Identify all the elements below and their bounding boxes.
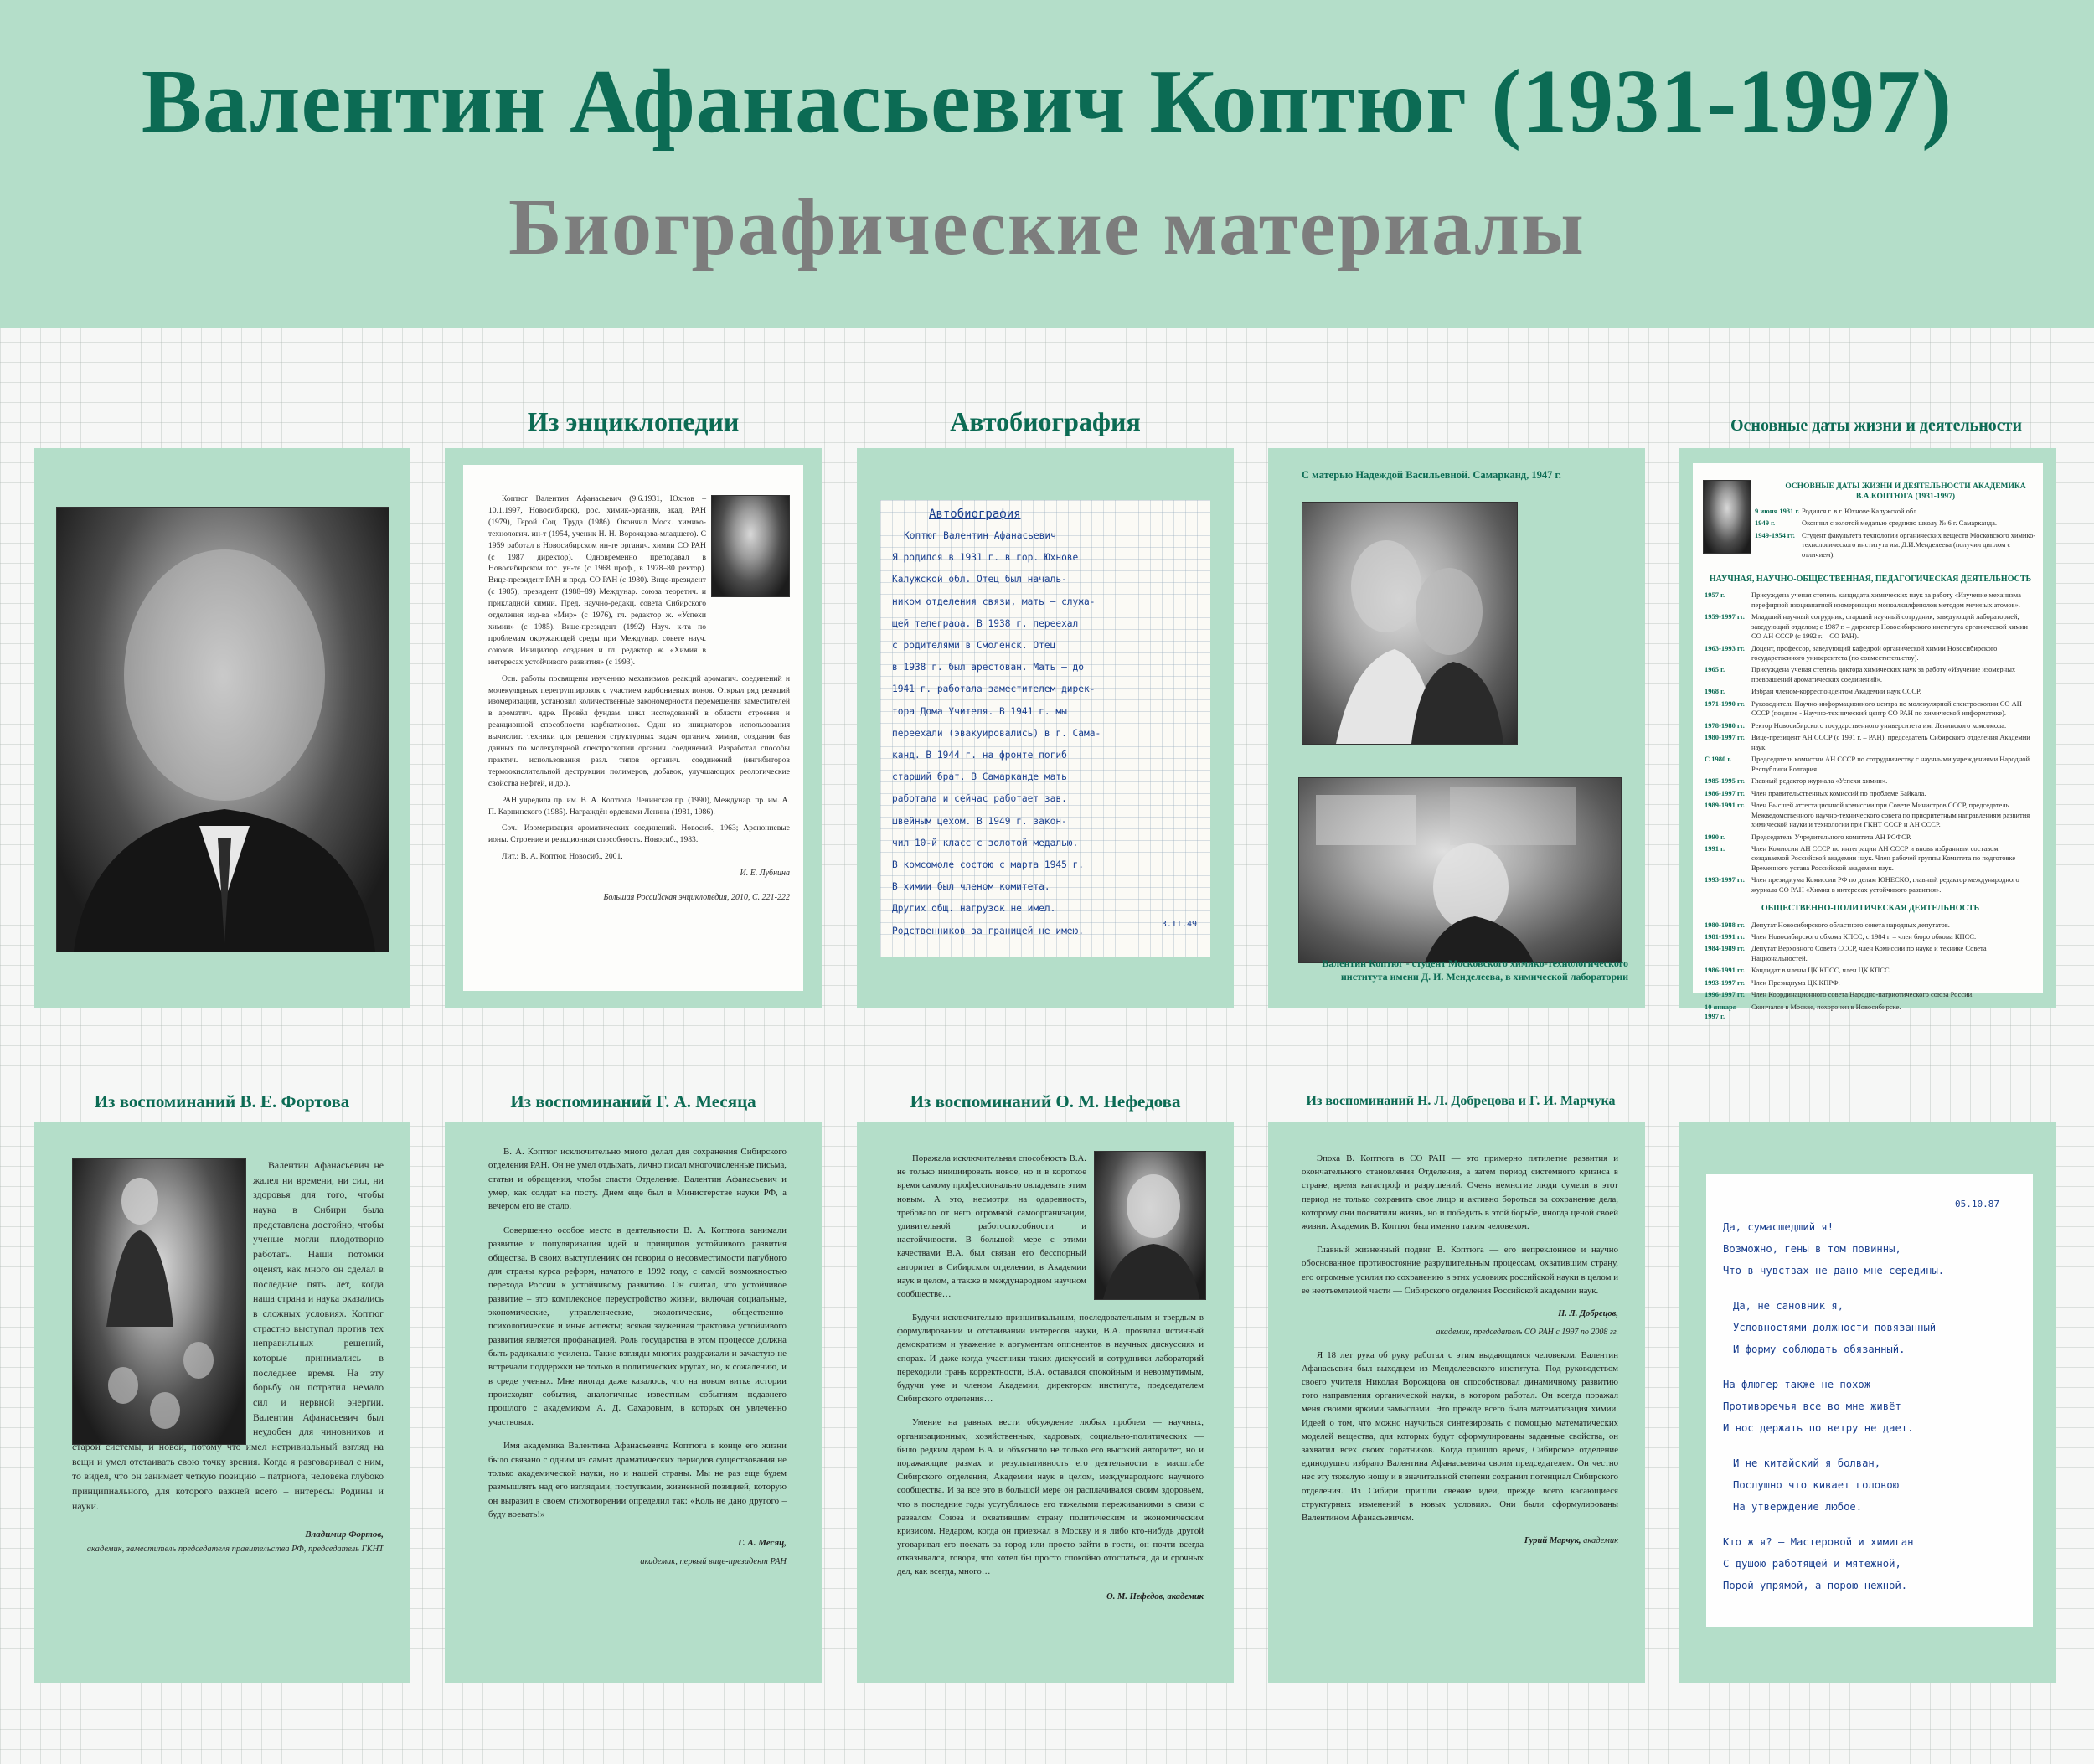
timeline-year: 1949 г. — [1755, 518, 1776, 528]
timeline-year: 1980-1997 гг. — [1705, 733, 1745, 742]
encyclopedia-source: Большая Российская энциклопедия, 2010, С. 221-222 — [603, 892, 790, 902]
poem-line: Что в чувствах не дано мне середины. — [1723, 1265, 1945, 1277]
panel-portrait — [34, 448, 410, 1008]
autobiography-manuscript — [880, 500, 1210, 957]
timeline-year: 1959-1997 гг. — [1705, 612, 1745, 622]
marchuk-author: Гурий Марчук, — [1524, 1536, 1581, 1546]
timeline-text: Присуждена ученая степень доктора химических наук за работу «Изучение изомерных превращений ароматических соединений». — [1751, 665, 2016, 683]
mesyats-author: Г. А. Месяц, — [738, 1538, 787, 1549]
poem-line: С душою работящей и мятежной, — [1723, 1558, 1901, 1570]
poem-line: Условностями должности повязанный — [1733, 1322, 1937, 1333]
panel-photos — [1268, 448, 1645, 1008]
timeline-year: 1978-1980 гг. — [1705, 720, 1745, 730]
timeline-text: Студент факультета технологии органических веществ Московского химико-технологического института им. Д.И.Менделеева (получил диплом с отличием). — [1802, 530, 2036, 559]
autobiography-line: Я родился в 1931 г. в гор. Юхнове — [892, 552, 1079, 564]
autobiography-line: ником отделения связи, мать – служа- — [892, 596, 1096, 607]
photo-caption-bottom: Валентин Коптюг - студент Московского химико-технологического института имени Д. И. Менделеева, в химической лаборатории — [1322, 957, 1628, 983]
timeline-row — [1705, 801, 2036, 829]
autobiography-line: 1941 г. работала заместителем дирек- — [892, 683, 1096, 695]
timeline-year: 1986-1997 гг. — [1705, 788, 1745, 797]
dates-politics-heading: ОБЩЕСТВЕННО-ПОЛИТИЧЕСКАЯ ДЕЯТЕЛЬНОСТЬ — [1761, 904, 1980, 914]
poem-lines — [1723, 1216, 2024, 1596]
timeline-year: 1986-1991 гг. — [1705, 966, 1745, 975]
poem-line: И форму соблюдать обязанный. — [1733, 1344, 1906, 1355]
timeline-text: Член президиума Комиссии РФ по делам ЮНЕСКО, главный редактор международного журнала СО РАН «Химия в интересах устойчивого развития». — [1751, 875, 2019, 894]
timeline-row — [1705, 990, 2036, 999]
panel-nefedov — [857, 1122, 1234, 1683]
encyclopedia-page — [463, 465, 803, 991]
page-subtitle: Биографические материалы — [508, 182, 1586, 271]
timeline-row — [1705, 644, 2036, 663]
poem-line: На утверждение любое. — [1733, 1501, 1863, 1513]
timeline-year: 1971-1990 гг. — [1705, 699, 1745, 708]
nefedov-p3: Умение на равных вести обсуждение любых проблем — научных, организационных, хозяйственных, кадровых, социально-политических — было редким даром В.А. и объясняло не только его высокий авторитет, но и поражающие размах и результативность его деятельности в масштабе Сибирского отделения, Академии наук в целом, международного научного сообщества. И за все это в большой мере он расплачивался своим здоровьем, что в последние годы усугублялось его тяжелыми переживаниями в связи с развалом Союза и охватившим страну политическим и экономическим кризисом. Недаром, когда он приезжал в Москву и я либо кто-нибудь другой уговаривал его поехать за город или просто зайти в гости, он почти всегда отказывался, говоря, что хотел бы просто спокойно отоспаться, да и срочных дел, как всегда, много… — [897, 1417, 1204, 1577]
autobiography-line: в 1938 г. был арестован. Мать – до — [892, 662, 1085, 673]
dobretsov-p3: Я 18 лет рука об руку работал с этим выдающимся человеком. Валентин Афанасьевич был выходцем из Менделеевского института. Под руководством своего учителя Николая Ворожцова он способствовал динамичному развитию того направления органической науки, в котором работал. Он всегда поражал меня своими яркими замыслами. Это прежде всего была математизация химии. Идеей о том, что можно научиться синтезировать с помощью математических моделей вещества, для которых будут сформулированы заданные свойства, он захватил всех своих соратников. Когда пришло время, Сибирское отделение единодушно избрало Валентина Афанасьевича своим председателем. Он честно нес эту тяжелую ношу и в значительной степени сохранил потенциал Сибирского отделения. Из Сибири пришли свежие идеи, прежде всего касающиеся структурных изменений в новых условиях. Они были сформулированы Валентином Афанасьевичем. — [1302, 1349, 1618, 1523]
encyclopedia-p3: РАН учредила пр. им. В. А. Коптюга. Ленинская пр. (1990), Междунар. пр. им. А. П. Карпинского (1985). Награждён орденами Ленина (1981, 1986). — [488, 795, 790, 817]
timeline-text: Член Новосибирского обкома КПСС, с 1984 г. – член бюро обкома КПСС. — [1751, 931, 1977, 941]
section-title-encyclopedia: Из энциклопедии — [527, 406, 740, 436]
timeline-year: 1968 г. — [1705, 687, 1725, 696]
timeline-row — [1705, 978, 2036, 988]
timeline-text: Избран членом-корреспондентом Академии наук СССР. — [1751, 687, 1921, 696]
timeline-row — [1755, 531, 2036, 560]
autobiography-heading: Автобиография — [929, 508, 1021, 521]
timeline-year: 9 июня 1931 г. — [1755, 507, 1800, 515]
timeline-row — [1705, 833, 2036, 842]
timeline-row — [1705, 944, 2036, 963]
dates-heading: ОСНОВНЫЕ ДАТЫ ЖИЗНИ И ДЕЯТЕЛЬНОСТИ АКАДЕМИКА В.А.КОПТЮГА (1931-1997) — [1785, 482, 2026, 502]
photo-caption-top: С матерью Надеждой Васильевной. Самарканд, 1947 г. — [1302, 469, 1561, 481]
timeline-text: Родился г. в г. Юхнове Калужской обл. — [1802, 507, 1919, 515]
timeline-text: Вице-президент АН СССР (с 1991 г. – РАН), председатель Сибирского отделения Академии наук. — [1751, 733, 2030, 751]
autobiography-line: щей телеграфа. В 1938 г. переехал — [892, 617, 1079, 629]
timeline-row — [1705, 776, 2036, 786]
header-banner — [0, 0, 2094, 328]
poem-line: И нос держать по ветру не дает. — [1723, 1422, 1914, 1434]
photo-laboratory — [1298, 777, 1622, 963]
panel-autobiography — [857, 448, 1234, 1008]
dates-science-list — [1705, 591, 2036, 895]
autobiography-line: В химии был членом комитета. — [892, 881, 1050, 893]
portrait-silhouette — [57, 508, 389, 952]
nefedov-author: О. М. Нефедов, академик — [1106, 1591, 1204, 1602]
section-title-dobretsov: Из воспоминаний Н. Л. Добрецова и Г. И. Марчука — [1306, 1094, 1616, 1108]
autobiography-lines — [892, 525, 1204, 942]
nefedov-p1: Поражала исключительная способность В.А. не только инициировать новое, но и в короткое время самому профессионально овладевать этим новым. А это, несмотря на одаренность, требовало от него огромной самоорганизации, удивительной работоспособности и настойчивости. В большой мере с этими качествами В.А. был связан его бесспорный авторитет в Сибирском отделении, в Академии наук в целом, а также в международном научном сообществе… — [897, 1153, 1086, 1299]
timeline-text: Член Комиссии АН СССР по интеграции АН СССР и вновь избранным составом создаваемой Российской академии наук. Член рабочей группы Комитета по подготовке Временного устава Российской академии наук. — [1751, 843, 2016, 872]
timeline-row — [1705, 966, 2036, 975]
poem-line: Да, не сановник я, — [1733, 1300, 1844, 1312]
timeline-year: 1980-1988 гг. — [1705, 920, 1745, 929]
dates-science-heading: НАУЧНАЯ, НАУЧНО-ОБЩЕСТВЕННАЯ, ПЕДАГОГИЧЕСКАЯ ДЕЯТЕЛЬНОСТЬ — [1709, 575, 2032, 584]
timeline-text: Член Высшей аттестационной комиссии при Совете Министров СССР, председатель Межведомственного научно-технического совета по приоритетным направлениям развития химической науки и технологии при ГКНТ СССР и АН СССР. — [1751, 801, 2030, 829]
photo-laboratory-scene — [1299, 778, 1621, 962]
timeline-year: 1993-1997 гг. — [1705, 977, 1745, 987]
timeline-text: Член правительственных комиссий по проблеме Байкала. — [1751, 788, 1926, 797]
timeline-row — [1755, 507, 2036, 516]
timeline-row — [1705, 1003, 2036, 1022]
encyclopedia-author: И. Е. Лубнина — [740, 869, 790, 879]
autobiography-line: В комсомоле состою с марта 1945 г. — [892, 859, 1085, 871]
timeline-year: 1957 г. — [1705, 591, 1725, 600]
poem-line: На флюгер также не похож – — [1723, 1379, 1883, 1390]
autobiography-line: с родителями в Смоленск. Отец — [892, 640, 1056, 652]
dobretsov-role: академик, председатель СО РАН с 1997 по 2008 гг. — [1436, 1327, 1618, 1337]
dobretsov-p2: Главный жизненный подвиг В. Коптюга — его непреклонное и научно обоснованное противостояние разрушительным процессам, охватившим страну, его огромные усилия по сохранению в этих условиях российской науки в целом и ее неотъемлемой части — Сибирского отделения Российской академии наук. — [1302, 1245, 1618, 1296]
timeline-year: 1984-1989 гг. — [1705, 944, 1745, 953]
autobiography-line: Калужской обл. Отец был началь- — [892, 574, 1067, 585]
timeline-text: Депутат Верховного Совета СССР, член Комиссии по науке и технике Совета Национальностей. — [1751, 944, 1987, 962]
marchuk-role: академик — [1583, 1536, 1618, 1546]
dobretsov-author: Н. Л. Добрецов, — [1558, 1308, 1618, 1318]
timeline-text: Руководитель Научно-информационного центра по молекулярной спектроскопии СО АН СССР (позднее - Научно-технический центр СО РАН по химической информатике). — [1751, 699, 2022, 718]
section-title-dates: Основные даты жизни и деятельности — [1730, 416, 2022, 435]
panel-poem — [1679, 1122, 2056, 1683]
timeline-year: 1990 г. — [1705, 832, 1725, 841]
panel-dates — [1679, 448, 2056, 1021]
encyclopedia-p2: Осн. работы посвящены изучению механизмов реакций ароматич. соединений и молекулярных перегруппировок с участием карбониевых ионов. Открыл ряд реакций изомеризации, установил количественные закономерности перемещения заместителей в ароматич. ядре. Провёл фундам. цикл исследований в области строения и реакционной способности карбкатионов. Один из инициаторов использования вычислит. техники для решения структурных задач органич. химии, создания баз данных по молекулярной спектроскопии органич. соединений. Разработал способы практич. использования разл. типов органич. соединений (ингибиторов термоокислительной деструкции полимеров, добавок, улучшающих реологические свойства нефтей, и др.). — [488, 673, 790, 788]
timeline-row — [1705, 699, 2036, 719]
fortov-author: Владимир Фортов, — [305, 1529, 384, 1540]
section-title-autobiography: Автобиография — [950, 406, 1141, 436]
autobiography-line: работала и сейчас работает зав. — [892, 793, 1067, 805]
timeline-text: Младший научный сотрудник; старший научный сотрудник, заведующий лабораторией, заведующий отделом; с 1987 г. – директор Новосибирского института органической химии СО АН СССР (с 1992 г. – СО РАН). — [1751, 612, 2028, 641]
timeline-text: Окончил с золотой медалью среднюю школу № 6 г. Самарканда. — [1802, 518, 1997, 528]
timeline-row — [1705, 733, 2036, 752]
section-title-nefedov: Из воспоминаний О. М. Нефедова — [910, 1091, 1181, 1112]
poem-line: Противоречья все во мне живёт — [1723, 1400, 1901, 1412]
timeline-year: 1963-1993 гг. — [1705, 643, 1745, 652]
page-title: Валентин Афанасьевич Коптюг (1931-1997) — [141, 52, 1953, 152]
timeline-year: С 1980 г. — [1705, 755, 1732, 764]
panel-dobretsov — [1268, 1122, 1645, 1683]
timeline-row — [1705, 921, 2036, 930]
poem-line: И не китайский я болван, — [1733, 1457, 1881, 1469]
timeline-year: 1989-1991 гг. — [1705, 801, 1745, 810]
autobiography-line: канд. В 1944 г. на фронте погиб — [892, 750, 1067, 761]
dates-politics-list — [1705, 921, 2036, 1022]
timeline-text: Депутат Новосибирского областного совета народных депутатов. — [1751, 920, 1950, 929]
timeline-year: 1996-1997 гг. — [1705, 990, 1745, 999]
autobiography-line: Коптюг Валентин Афанасьевич — [904, 530, 1056, 541]
timeline-row — [1705, 687, 2036, 696]
dates-page — [1693, 463, 2043, 1021]
section-title-mesyats: Из воспоминаний Г. А. Месяца — [510, 1091, 756, 1112]
timeline-row — [1705, 721, 2036, 730]
timeline-text: Главный редактор журнала «Успехи химии». — [1751, 776, 1888, 786]
timeline-row — [1705, 591, 2036, 610]
timeline-year: 10 января 1997 г. — [1705, 1002, 1737, 1021]
dates-early-list — [1755, 507, 2036, 562]
mesyats-role: академик, первый вице-президент РАН — [640, 1556, 787, 1566]
timeline-text: Ректор Новосибирского государственного университета им. Ленинского комсомола. — [1751, 720, 2007, 730]
timeline-text: Скончался в Москве, похоронен в Новосибирске. — [1751, 1002, 1901, 1011]
timeline-year: 1985-1995 гг. — [1705, 776, 1745, 786]
photo-with-mother — [1302, 502, 1518, 745]
timeline-text: Председатель Учредительного комитета АН РСФСР. — [1751, 832, 1911, 841]
mesyats-p2: Совершенно особое место в деятельности В. А. Коптюга занимали развитие и популяризация идей и принципов устойчивого развития общества. В своих выступлениях он говорил о несовместимости пагубного для страны курса реформ, начатого в 1992 году, с самой возможностью перехода России к устойчивому развитию. Он считал, что устойчивое развитие – это комплексное переустройство жизни, включая социальные, экономические, управленческие, экологические, общественно-психологические и иные аспекты; всякая зауженная трактовка устойчивого развития является профанацией. Роль государства в этом процессе должна быть радикально усилена. Такие взгляды многих раздражали и зачастую не встречали поддержки не только в политических кругах, но, к сожалению, и в среде ученых. Мне иногда даже казалось, что на новом витке истории происходят события, аналогичные известным событиям недавнего прошлого с академиком А. Д. Сахаровым, в которых он увлеченно участвовал. — [488, 1225, 787, 1427]
timeline-text: Член Координационного совета Народно-патриотического союза России. — [1751, 990, 1974, 999]
timeline-text: Член Президиума ЦК КПРФ. — [1751, 977, 1840, 987]
fortov-page — [34, 1122, 410, 1683]
encyclopedia-p5: Лит.: В. А. Коптюг. Новосиб., 2001. — [502, 852, 623, 862]
timeline-text: Доцент, профессор, заведующий кафедрой органической химии Новосибирского государственного университета (по совместительству). — [1751, 643, 1998, 662]
timeline-row — [1705, 755, 2036, 774]
encyclopedia-p4: Соч.: Изомеризация ароматических соединений. Новосиб., 1963; Аренониевые ионы. Строение и реакционная способность. Новосиб., 1983. — [488, 823, 790, 845]
panel-mesyats — [445, 1122, 822, 1683]
timeline-row — [1705, 932, 2036, 941]
autobiography-line: Других общ. нагрузок не имел. — [892, 903, 1056, 915]
timeline-row — [1705, 875, 2036, 895]
poem-manuscript — [1706, 1174, 2033, 1627]
poem-line: Да, сумасшедший я! — [1723, 1221, 1834, 1233]
timeline-year: 1991 г. — [1705, 843, 1725, 853]
dobretsov-p1: Эпоха В. Коптюга в СО РАН — это примерно пятилетие развития и окончательного становления Отделения, а затем период системного кризиса в стране, время катастроф и разрушений. Очень немногие люди сумели в этот период не только сохранить свое лицо и активно бороться за сохранение дела, которому они посвятили жизнь, но и победить в этой борьбе, иногда ценой своей жизни. Академик В. Коптюг был именно таким человеком. — [1302, 1153, 1618, 1231]
autobiography-date: 3.II.49 — [1161, 920, 1197, 929]
timeline-row — [1705, 844, 2036, 873]
mesyats-p1: В. А. Коптюг исключительно много делал для сохранения Сибирского отделения РАН. Он не умел отдыхать, лично писал многочисленные письма, статьи и обращения, чтобы спасти Отделение. Валентин Афанасьевич и умер, как солдат на посту. Днем еще был в Министерстве науки РФ, а вечером его не стало. — [488, 1147, 787, 1212]
portrait-photo — [56, 507, 389, 952]
timeline-row — [1705, 789, 2036, 798]
timeline-year: 1981-1991 гг. — [1705, 931, 1745, 941]
timeline-row — [1705, 612, 2036, 641]
poem-date: 05.10.87 — [1955, 1199, 1999, 1210]
poem-line: Порой упрямой, а порою нежной. — [1723, 1580, 1908, 1591]
timeline-year: 1965 г. — [1705, 665, 1725, 674]
photo-with-mother-figures — [1302, 503, 1517, 744]
encyclopedia-p1: Коптюг Валентин Афанасьевич (9.6.1931, Юхнов – 10.1.1997, Новосибирск), рос. химик-органик, акад. РАН (1979), Герой Соц. Труда (1986). Окончил Моск. химико-технологич. ин-т (1954, ученик Н. Н. Ворожцова-младшего). С 1959 работал в Новосибирском ин-те органич. химии СО РАН (с 1987 директор). Одновременно преподавал в Новосибирском гос. ун-те (с 1968 проф., в 1978–80 ректор). Вице-президент РАН и пред. СО РАН (с 1980). Вице-президент (с 1985), президент (1988–89) Междунар. союза теоретич. и прикладной химии. Пред. научно-редакц. совета Сибирского отделения изд-ва «Мир» (с 1976), гл. редактор ж. «Успехи химии» (с 1985). Вице-президент (1992) Науч. к-та по проблемам окружающей среды при Междунар. совете науч. союзов. Инициатор создания и гл. редактор ж. «Химия в интересах устойчивого развития» (с 1993). — [488, 494, 706, 667]
poem-line: Кто ж я? – Мастеровой и химиган — [1723, 1536, 1914, 1548]
panel-fortov — [34, 1122, 410, 1683]
timeline-year: 1949-1954 гг. — [1755, 530, 1795, 539]
timeline-year: 1993-1997 гг. — [1705, 875, 1745, 885]
fortov-p1: Валентин Афанасьевич не жалел ни времени, ни сил, ни здоровья для того, чтобы наука в Сибири была представлена достойно, чтобы ученые могли плодотворно работать. Наши потомки оценят, как много он сделал в последние пять лет, когда наша страна и наука оказались в сложных условиях. Коптюг страстно выступал против тех неправильных решений, которые принимались в последнее время. На эту борьбу он потратил немало сил и нервной энергии. Валентин Афанасьевич был неудобен для чиновников и старой системы, и новой, потому что имел нетривиальный взгляд на вещи и умел отстаивать свою точку зрения. Когда я разговаривал с ним, то видел, что он занимает четкую позицию – патриота, человека глубоко принципиального, для которого важней всего – интересы Родины и науки. — [72, 1159, 384, 1512]
autobiography-line: тора Дома Учителя. В 1941 г. мы — [892, 705, 1067, 717]
timeline-row — [1705, 665, 2036, 684]
dates-photo — [1703, 480, 1751, 554]
mesyats-p3: Имя академика Валентина Афанасьевича Коптюга в конце его жизни было связано с одним из самых драматических периодов существования не только академической науки, но и нашей страны. Мы не раз еще будем размышлять над его взглядами, поступками, жизненной позицией, которую он выразил в своем стихотворении определил так: «Коль не дано другого – буду воевать!» — [488, 1441, 787, 1519]
timeline-text: Председатель комиссии АН СССР по сотрудничеству с научными учреждениями Народной Республики Болгария. — [1751, 755, 2030, 773]
poem-line: Послушно что кивает головою — [1733, 1479, 1900, 1491]
panel-encyclopedia — [445, 448, 822, 1008]
poem-line: Возможно, гены в том повинны, — [1723, 1243, 1901, 1255]
autobiography-line: Родственников за границей не имею. — [892, 925, 1085, 936]
section-title-fortov: Из воспоминаний В. Е. Фортова — [94, 1091, 350, 1112]
autobiography-line: чил 10-й класс с золотой медалью. — [892, 837, 1079, 848]
timeline-text: Кандидат в члены ЦК КПСС, член ЦК КПСС. — [1751, 966, 1891, 975]
nefedov-p2: Будучи исключительно принципиальным, последовательным и твердым в формулировании и отстаивании интересов науки, В.А. проявлял истинный демократизм и уважение к аргументам оппонентов в научных дискуссиях и спорах. И даже когда участники таких дискуссий и сотрудники лабораторий переходили грань корректности, В.А. оставался спокойным и невозмутимым, будучи уже и членом Академии, директором института, председателем Сибирского отделения… — [897, 1313, 1204, 1405]
fortov-role: академик, заместитель председателя правительства РФ, председатель ГКНТ — [86, 1545, 384, 1554]
timeline-text: Присуждена ученая степень кандидата химических наук за работу «Изучение механизма перефирной изоцианатной изомеризации моноалкилфенолов методом меченых атомов». — [1751, 591, 2021, 609]
timeline-row — [1755, 518, 2036, 528]
autobiography-line: переехали (эвакуировались) в г. Сама- — [892, 727, 1101, 739]
autobiography-line: старший брат. В Самарканде мать — [892, 771, 1067, 783]
autobiography-line: швейным цехом. В 1949 г. закон- — [892, 815, 1067, 827]
